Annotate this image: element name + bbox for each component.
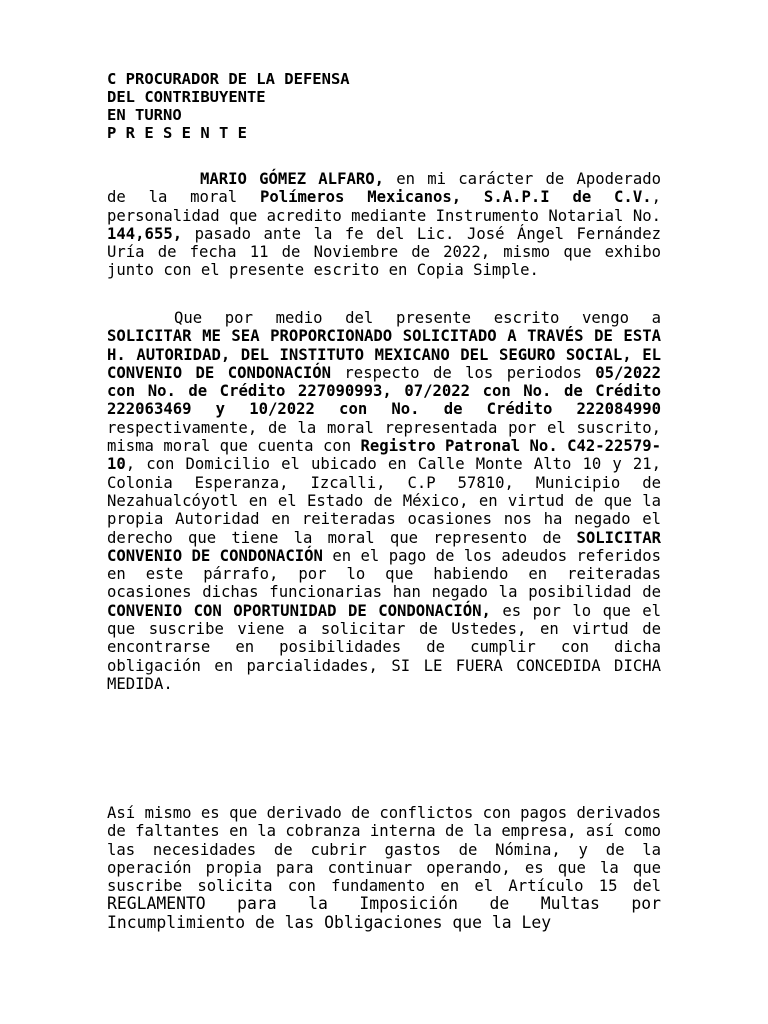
instrument-number: 144,655, xyxy=(107,224,183,243)
addressee-line: EN TURNO xyxy=(107,106,182,124)
request-bold-2: SOLICITAR CONVENIO DE CONDONACIÓN xyxy=(107,528,661,565)
addressee-line: DEL CONTRIBUYENTE xyxy=(107,88,266,106)
paragraph-justification: Así mismo es que derivado de conflictos con pagos derivados de faltantes en la cobranza interna de la empresa, así como las necesidades de cubrir gastos de Nómina, y de la operación propia para continuar operando, es que la que suscribe solicita con fundamento en el Artículo 15 del REGLAMENTO para la Imposición de Multas por Incumplimiento de las Obligaciones que la Ley xyxy=(107,804,661,932)
paragraph-request: Que por medio del presente escrito vengo a SOLICITAR ME SEA PROPORCIONADO SOLICITADO A TRAVÉS DE ESTA H. AUTORIDAD, DEL INSTITUTO MEXICANO DEL SEGURO SOCIAL, EL CONVENIO DE CONDONACIÓN respecto de los periodos 05/2022 con No. de Crédito 227090993, 07/2022 con No. de Crédito 222063469 y 10/2022 con No. de Crédito 222084990 respectivamente, de la moral representada por el suscrito, misma moral que cuenta con Registro Patronal No. C42-22579-10, con Domicilio el ubicado en Calle Monte Alto 10 y 21, Colonia Esperanza, Izcalli, C.P 57810, Municipio de Nezahualcóyotl en el Estado de México, en virtud de que la propia Autoridad en reiteradas ocasiones nos ha negado el derecho que tiene la moral que represento de SOLICITAR CONVENIO DE CONDONACIÓN en el pago de los adeudos referidos en este párrafo, por lo que habiendo en reiteradas ocasiones dichas funcionarias han negado la posibilidad de CONVENIO CON OPORTUNIDAD DE CONDONACIÓN, es por lo que el que suscribe viene a solicitar de Ustedes, en virtud de encontrarse en posibilidades de cumplir con dicha obligación en parcialidades, SI LE FUERA CONCEDIDA DICHA MEDIDA. xyxy=(107,309,661,693)
request-bold-3: CONVENIO CON OPORTUNIDAD DE CONDONACIÓN, xyxy=(107,601,491,620)
company-name: Polímeros Mexicanos, S.A.P.I de C.V. xyxy=(259,188,652,207)
periods-credits: 05/2022 con No. de Crédito 227090993, 07/2022 con No. de Crédito 222063469 y 10/2022 con No. de Crédito 222084990 xyxy=(107,363,661,419)
addressee-block xyxy=(107,70,350,142)
request-bold: SOLICITAR ME SEA PROPORCIONADO SOLICITADO A TRAVÉS DE ESTA H. AUTORIDAD, DEL INSTITUTO MEXICANO DEL SEGURO SOCIAL, EL CONVENIO DE CONDONACIÓN xyxy=(107,327,661,382)
paragraph-appointment: MARIO GÓMEZ ALFARO, en mi carácter de Apoderado de la moral Polímeros Mexicanos, S.A.P.I de C.V., personalidad que acredito mediante Instrumento Notarial No. 144,655, pasado ante la fe del Lic. José Ángel Fernández Uría de fecha 11 de Noviembre de 2022, mismo que exhibo junto con el presente escrito en Copia Simple. xyxy=(107,170,661,280)
addressee-line: C PROCURADOR DE LA DEFENSA xyxy=(107,70,350,88)
grantor-name: MARIO GÓMEZ ALFARO, xyxy=(200,170,385,188)
presente-line: P R E S E N T E xyxy=(107,124,247,142)
employer-registration: Registro Patronal No. C42-22579-10 xyxy=(107,437,661,474)
